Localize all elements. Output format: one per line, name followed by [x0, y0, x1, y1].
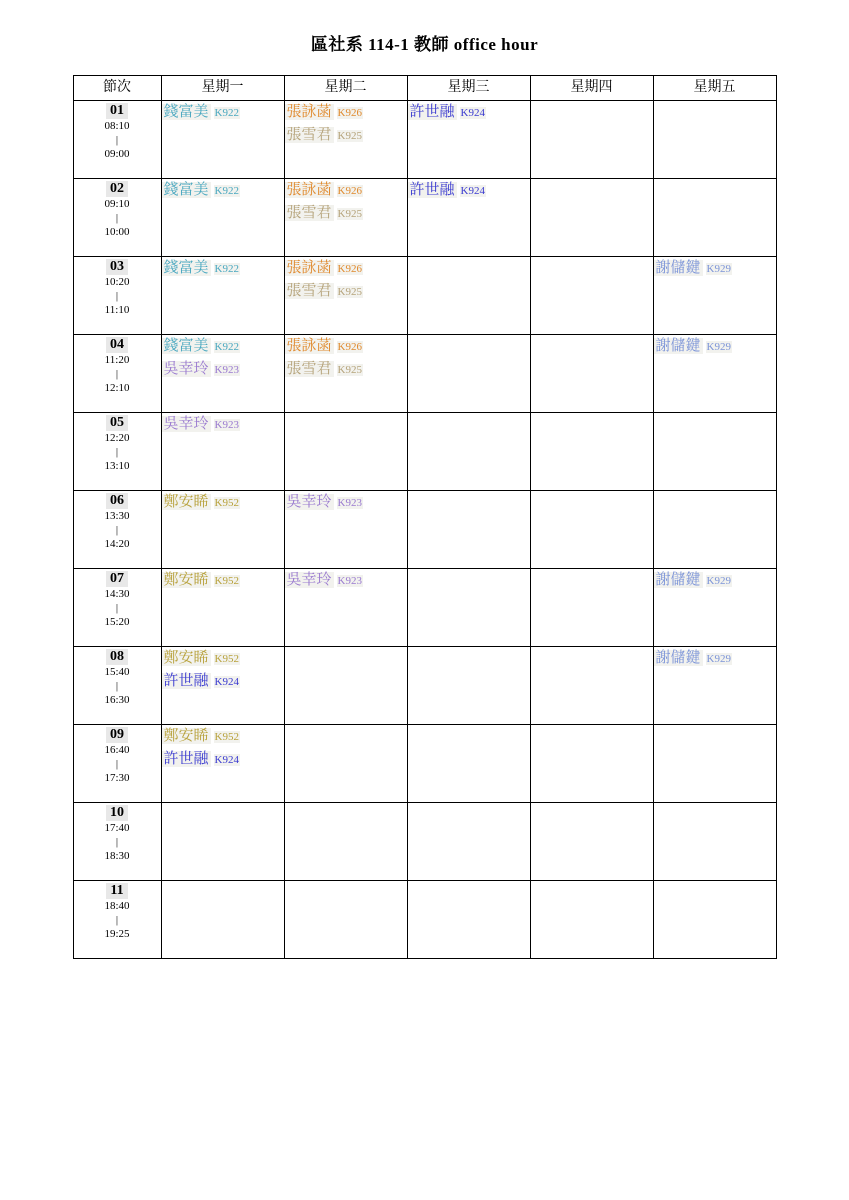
- period-start-time: 15:40: [104, 666, 130, 678]
- office-hour-entry: [285, 491, 407, 514]
- teacher-name: 張詠菡: [286, 260, 332, 276]
- room-number: K925: [337, 208, 362, 220]
- office-hour-entry: [162, 257, 284, 280]
- office-hour-entry: [162, 413, 284, 436]
- slot-cell-wednesday-02: [407, 179, 530, 257]
- teacher-name: 張詠菡: [286, 338, 332, 354]
- table-body: [73, 101, 776, 959]
- teacher-name: 張雪君: [286, 205, 332, 221]
- period-cell: [73, 647, 161, 725]
- period-number: 03: [106, 259, 128, 275]
- period-cell: [73, 413, 161, 491]
- period-start-time: 10:20: [104, 276, 130, 288]
- slot-cell-monday-02: [161, 179, 284, 257]
- office-hour-entry: [162, 748, 284, 771]
- period-number: 01: [106, 103, 128, 119]
- teacher-name: 錢富美: [163, 338, 209, 354]
- slot-cell-wednesday-05: [407, 413, 530, 491]
- teacher-name: 許世融: [409, 182, 455, 198]
- office-hour-entry: [285, 335, 407, 358]
- table-row: [73, 335, 776, 413]
- teacher-name: 鄭安睎: [163, 494, 209, 510]
- period-number: 04: [106, 337, 128, 353]
- slot-cell-wednesday-03: [407, 257, 530, 335]
- period-end-time: 14:20: [104, 538, 130, 550]
- period-end-time: 13:10: [104, 460, 130, 472]
- period-end-time: 18:30: [104, 850, 130, 862]
- period-cell: [73, 257, 161, 335]
- teacher-name: 張詠菡: [286, 104, 332, 120]
- slot-cell-wednesday-09: [407, 725, 530, 803]
- slot-cell-tuesday-09: [284, 725, 407, 803]
- slot-cell-wednesday-01: [407, 101, 530, 179]
- office-hour-entry: [285, 179, 407, 202]
- slot-cell-friday-02: [653, 179, 776, 257]
- header-thursday: 星期四: [530, 76, 653, 101]
- period-time-separator: |: [115, 446, 119, 458]
- office-hour-entry: [654, 257, 776, 280]
- teacher-name: 張雪君: [286, 127, 332, 143]
- teacher-name: 謝儲鍵: [655, 260, 701, 276]
- room-number: K924: [214, 754, 239, 766]
- period-end-time: 15:20: [104, 616, 130, 628]
- office-hour-entry: [162, 725, 284, 748]
- slot-cell-thursday-06: [530, 491, 653, 569]
- teacher-name: 錢富美: [163, 260, 209, 276]
- teacher-name: 張雪君: [286, 283, 332, 299]
- room-number: K922: [214, 185, 239, 197]
- period-start-time: 14:30: [104, 588, 130, 600]
- header-monday: 星期一: [161, 76, 284, 101]
- table-row: [73, 257, 776, 335]
- room-number: K929: [706, 653, 731, 665]
- teacher-name: 謝儲鍵: [655, 572, 701, 588]
- office-hour-entry: [162, 101, 284, 124]
- period-number: 02: [106, 181, 128, 197]
- teacher-name: 許世融: [163, 673, 209, 689]
- room-number: K929: [706, 341, 731, 353]
- period-start-time: 17:40: [104, 822, 130, 834]
- room-number: K923: [337, 497, 362, 509]
- slot-cell-thursday-11: [530, 881, 653, 959]
- slot-cell-thursday-09: [530, 725, 653, 803]
- slot-cell-thursday-01: [530, 101, 653, 179]
- room-number: K926: [337, 341, 362, 353]
- slot-cell-thursday-08: [530, 647, 653, 725]
- slot-cell-friday-08: [653, 647, 776, 725]
- period-time-separator: |: [115, 914, 119, 926]
- slot-cell-monday-06: [161, 491, 284, 569]
- office-hour-entry: [654, 335, 776, 358]
- room-number: K952: [214, 575, 239, 587]
- page-title: 區社系 114-1 教師 office hour: [310, 35, 539, 54]
- period-number: 11: [106, 883, 127, 899]
- office-hour-entry: [408, 179, 530, 202]
- slot-cell-tuesday-11: [284, 881, 407, 959]
- period-end-time: 11:10: [104, 304, 130, 316]
- table-row: [73, 491, 776, 569]
- slot-cell-monday-10: [161, 803, 284, 881]
- slot-cell-friday-01: [653, 101, 776, 179]
- room-number: K952: [214, 497, 239, 509]
- room-number: K922: [214, 263, 239, 275]
- period-start-time: 09:10: [104, 198, 130, 210]
- room-number: K926: [337, 185, 362, 197]
- slot-cell-monday-07: [161, 569, 284, 647]
- slot-cell-tuesday-05: [284, 413, 407, 491]
- room-number: K923: [214, 364, 239, 376]
- room-number: K924: [460, 185, 485, 197]
- header-period: 節次: [73, 76, 161, 101]
- slot-cell-wednesday-06: [407, 491, 530, 569]
- period-time-separator: |: [115, 602, 119, 614]
- slot-cell-monday-11: [161, 881, 284, 959]
- room-number: K925: [337, 286, 362, 298]
- room-number: K952: [214, 731, 239, 743]
- teacher-name: 張雪君: [286, 361, 332, 377]
- teacher-name: 吳幸玲: [286, 572, 332, 588]
- table-row: [73, 647, 776, 725]
- slot-cell-tuesday-10: [284, 803, 407, 881]
- slot-cell-monday-08: [161, 647, 284, 725]
- slot-cell-tuesday-08: [284, 647, 407, 725]
- table-row: [73, 569, 776, 647]
- slot-cell-tuesday-01: [284, 101, 407, 179]
- header-row: [73, 76, 776, 101]
- slot-cell-friday-04: [653, 335, 776, 413]
- office-hour-entry: [285, 257, 407, 280]
- teacher-name: 謝儲鍵: [655, 338, 701, 354]
- period-start-time: 13:30: [104, 510, 130, 522]
- slot-cell-monday-04: [161, 335, 284, 413]
- room-number: K924: [214, 676, 239, 688]
- period-end-time: 19:25: [104, 928, 130, 940]
- room-number: K926: [337, 107, 362, 119]
- teacher-name: 吳幸玲: [286, 494, 332, 510]
- period-number: 10: [106, 805, 128, 821]
- office-hour-entry: [162, 358, 284, 381]
- period-time-separator: |: [115, 290, 119, 302]
- table-row: [73, 725, 776, 803]
- office-hour-entry: [285, 124, 407, 147]
- period-time-separator: |: [115, 212, 119, 224]
- period-cell: [73, 569, 161, 647]
- room-number: K925: [337, 364, 362, 376]
- teacher-name: 張詠菡: [286, 182, 332, 198]
- room-number: K926: [337, 263, 362, 275]
- teacher-name: 謝儲鍵: [655, 650, 701, 666]
- header-tuesday: 星期二: [284, 76, 407, 101]
- office-hour-entry: [162, 569, 284, 592]
- slot-cell-thursday-05: [530, 413, 653, 491]
- period-cell: [73, 491, 161, 569]
- header-wednesday: 星期三: [407, 76, 530, 101]
- slot-cell-wednesday-07: [407, 569, 530, 647]
- office-hour-entry: [162, 647, 284, 670]
- slot-cell-friday-11: [653, 881, 776, 959]
- slot-cell-wednesday-08: [407, 647, 530, 725]
- room-number: K922: [214, 341, 239, 353]
- room-number: K925: [337, 130, 362, 142]
- office-hour-entry: [654, 569, 776, 592]
- slot-cell-wednesday-10: [407, 803, 530, 881]
- slot-cell-monday-09: [161, 725, 284, 803]
- office-hour-entry: [285, 358, 407, 381]
- office-hour-entry: [285, 202, 407, 225]
- room-number: K923: [214, 419, 239, 431]
- table-row: [73, 101, 776, 179]
- slot-cell-thursday-04: [530, 335, 653, 413]
- teacher-name: 吳幸玲: [163, 361, 209, 377]
- period-cell: [73, 881, 161, 959]
- period-end-time: 17:30: [104, 772, 130, 784]
- header-friday: 星期五: [653, 76, 776, 101]
- slot-cell-friday-10: [653, 803, 776, 881]
- slot-cell-tuesday-03: [284, 257, 407, 335]
- slot-cell-friday-03: [653, 257, 776, 335]
- slot-cell-tuesday-07: [284, 569, 407, 647]
- office-hour-entry: [162, 335, 284, 358]
- period-time-separator: |: [115, 758, 119, 770]
- period-cell: [73, 335, 161, 413]
- period-start-time: 16:40: [104, 744, 130, 756]
- period-end-time: 16:30: [104, 694, 130, 706]
- slot-cell-thursday-03: [530, 257, 653, 335]
- room-number: K929: [706, 263, 731, 275]
- period-cell: [73, 101, 161, 179]
- room-number: K923: [337, 575, 362, 587]
- teacher-name: 錢富美: [163, 182, 209, 198]
- period-time-separator: |: [115, 524, 119, 536]
- room-number: K929: [706, 575, 731, 587]
- slot-cell-wednesday-11: [407, 881, 530, 959]
- table-header: [73, 76, 776, 101]
- teacher-name: 鄭安睎: [163, 728, 209, 744]
- office-hour-entry: [162, 491, 284, 514]
- teacher-name: 鄭安睎: [163, 650, 209, 666]
- room-number: K922: [214, 107, 239, 119]
- period-time-separator: |: [115, 836, 119, 848]
- period-start-time: 08:10: [104, 120, 130, 132]
- slot-cell-friday-06: [653, 491, 776, 569]
- period-time-separator: |: [115, 368, 119, 380]
- period-number: 09: [106, 727, 128, 743]
- slot-cell-monday-05: [161, 413, 284, 491]
- teacher-name: 錢富美: [163, 104, 209, 120]
- period-number: 07: [106, 571, 128, 587]
- period-start-time: 12:20: [104, 432, 130, 444]
- teacher-name: 鄭安睎: [163, 572, 209, 588]
- office-hour-entry: [408, 101, 530, 124]
- slot-cell-thursday-02: [530, 179, 653, 257]
- slot-cell-thursday-07: [530, 569, 653, 647]
- period-end-time: 10:00: [104, 226, 130, 238]
- slot-cell-thursday-10: [530, 803, 653, 881]
- period-time-separator: |: [115, 680, 119, 692]
- period-end-time: 09:00: [104, 148, 130, 160]
- period-cell: [73, 803, 161, 881]
- teacher-name: 吳幸玲: [163, 416, 209, 432]
- office-hour-entry: [285, 569, 407, 592]
- period-end-time: 12:10: [104, 382, 130, 394]
- period-start-time: 18:40: [104, 900, 130, 912]
- slot-cell-monday-03: [161, 257, 284, 335]
- slot-cell-friday-09: [653, 725, 776, 803]
- table-row: [73, 881, 776, 959]
- office-hour-table: [73, 75, 777, 959]
- table-row: [73, 413, 776, 491]
- slot-cell-tuesday-04: [284, 335, 407, 413]
- period-time-separator: |: [115, 134, 119, 146]
- slot-cell-friday-07: [653, 569, 776, 647]
- slot-cell-monday-01: [161, 101, 284, 179]
- slot-cell-friday-05: [653, 413, 776, 491]
- table-row: [73, 179, 776, 257]
- teacher-name: 許世融: [163, 751, 209, 767]
- period-cell: [73, 725, 161, 803]
- table-row: [73, 803, 776, 881]
- office-hour-entry: [654, 647, 776, 670]
- room-number: K952: [214, 653, 239, 665]
- period-number: 05: [106, 415, 128, 431]
- period-number: 08: [106, 649, 128, 665]
- slot-cell-tuesday-06: [284, 491, 407, 569]
- period-cell: [73, 179, 161, 257]
- slot-cell-tuesday-02: [284, 179, 407, 257]
- period-start-time: 11:20: [104, 354, 130, 366]
- period-number: 06: [106, 493, 128, 509]
- office-hour-entry: [285, 101, 407, 124]
- office-hour-entry: [162, 179, 284, 202]
- teacher-name: 許世融: [409, 104, 455, 120]
- room-number: K924: [460, 107, 485, 119]
- office-hour-entry: [162, 670, 284, 693]
- office-hour-entry: [285, 280, 407, 303]
- slot-cell-wednesday-04: [407, 335, 530, 413]
